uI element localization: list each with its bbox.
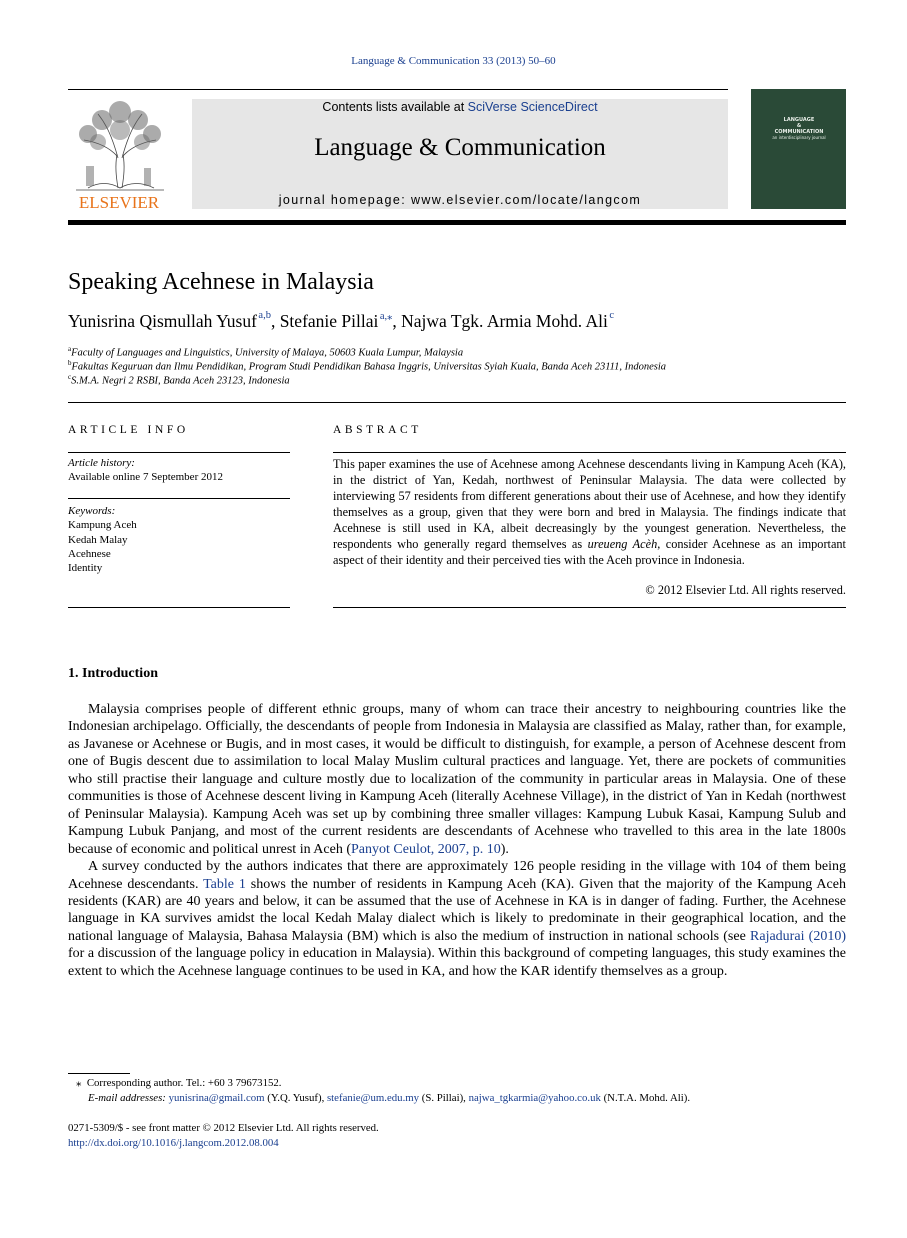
email-link[interactable]: najwa_tgkarmia@yahoo.co.uk [468, 1092, 601, 1104]
doi-link[interactable]: http://dx.doi.org/10.1016/j.langcom.2012.08.004 [68, 1137, 279, 1149]
article-title: Speaking Acehnese in Malaysia [68, 269, 374, 295]
affiliation [68, 345, 463, 359]
star-marker: ⁎ [76, 1077, 82, 1089]
keyword: Acehnese [68, 547, 111, 560]
corresponding-text: Corresponding author. Tel.: +60 3 79673152. [86, 1077, 282, 1089]
affiliation [68, 373, 290, 387]
affiliation-text: Fakultas Keguruan dan Ilmu Pendidikan, Program Studi Pendidikan Bahasa Inggris, Universitas Syiah Kuala, Banda Aceh 23111, Indonesia [71, 361, 667, 373]
paragraph-text: A survey conducted by the authors indicates that there are approximately 126 people residing in the village with 104 of them being Acehnese descendants. [68, 859, 846, 892]
abstract-copyright: © 2012 Elsevier Ltd. All rights reserved. [645, 583, 846, 597]
article-info-rule [68, 607, 290, 608]
paragraph [68, 858, 846, 980]
journal-citation[interactable]: Language & Communication 33 (2013) 50–60 [351, 55, 556, 67]
paragraph-text: Malaysia comprises people of different ethnic groups, many of whom can trace their ancestry to neighbouring countries like the Indonesian archipelago. Officially, the descendants of people from Indonesia in Malaysia are classified as Malay, rather than, for example, as Javanese or Acehnese or Bugis, and in most cases, it would be difficult to distinguish, for example, a person of Acehnese descent from one of Bugis descent due to assimilation to local Malay Muslim cultural practices and language. Yet, there are pockets of communities who still practise their language and culture mostly due to localization of the community in particular areas in Malaysia. One of these communities is those of Acehnese descent living in Kampung Aceh (literally Acehnese Village), in the district of Yan in Kedah (northwest of Peninsular Malaysia). Kampung Aceh was set up by combining three smaller villages: Kampung Lubuk Kasai, Kampung Sulub and Kampung Lubuk Panjang, and most of the current residents are descendants of Acehnese who travelled to this area in the late 1800s because of economic and political unrest in Aceh ( [68, 702, 846, 857]
paragraph-text: for a discussion of the language policy in education in Malaysia). Within this background of competing languages, this study examines the extent to which the Acehnese language continues to be used in KA, and how the KAR identify themselves as a group. [68, 946, 846, 979]
journal-cover-text [760, 117, 838, 141]
email-footnote [88, 1092, 690, 1104]
author-name: Yunisrina Qismullah Yusuf [68, 311, 257, 331]
sciencedirect-link[interactable]: SciVerse ScienceDirect [467, 100, 598, 114]
email-owner: (N.T.A. Mohd. Ali). [600, 1092, 691, 1104]
article-info-heading: ARTICLE INFO [68, 424, 189, 436]
history-value: Available online 7 September 2012 [68, 471, 223, 484]
abstract-rule [333, 607, 846, 608]
abstract-italic: ureueng Acèh [587, 537, 658, 551]
article-info-rule [68, 452, 290, 453]
paragraph-text: ). [500, 841, 509, 857]
corresponding-footnote [76, 1076, 281, 1089]
header-thick-rule [68, 220, 846, 225]
section-rule [68, 402, 846, 403]
keyword: Identity [68, 562, 103, 575]
author-list [68, 311, 614, 332]
elsevier-logo [68, 96, 170, 212]
email-owner: (S. Pillai), [419, 1092, 469, 1104]
abstract-rule [333, 452, 846, 453]
journal-cover-image [751, 89, 846, 209]
issn-line: 0271-5309/$ - see front matter © 2012 Elsevier Ltd. All rights reserved. [68, 1122, 379, 1134]
keywords-label: Keywords: [68, 505, 116, 517]
citation-link[interactable]: Panyot Ceulot, 2007, p. 10 [351, 841, 501, 857]
elsevier-wordmark: ELSEVIER [78, 193, 160, 212]
author-affiliation-sup[interactable]: a,⁎ [379, 311, 393, 322]
affiliation-sup: c [68, 373, 72, 381]
article-history [68, 456, 223, 485]
keyword: Kampung Aceh [68, 519, 137, 532]
affiliation-text: S.M.A. Negri 2 RSBI, Banda Aceh 23123, Indonesia [71, 375, 290, 387]
footnote-rule [68, 1073, 130, 1074]
affiliation-sup: a [68, 345, 72, 353]
author-name: Najwa Tgk. Armia Mohd. Ali [401, 311, 608, 331]
header-rule [68, 89, 728, 90]
cover-line: COMMUNICATION [774, 129, 824, 135]
keywords-block [68, 504, 137, 575]
cover-line: LANGUAGE [783, 117, 815, 123]
table-link[interactable]: Table 1 [203, 876, 246, 892]
introduction-body [68, 701, 846, 980]
history-label: Article history: [68, 457, 135, 469]
email-owner: (Y.Q. Yusuf), [264, 1092, 327, 1104]
contents-line [192, 100, 728, 114]
keyword: Kedah Malay [68, 533, 128, 546]
cover-line: & [796, 123, 802, 129]
article-info-rule [68, 498, 290, 499]
affiliation [68, 359, 666, 373]
email-link[interactable]: yunisrina@gmail.com [168, 1092, 265, 1104]
author-separator: , [392, 311, 402, 331]
author-name: Stefanie Pillai [279, 311, 379, 331]
section-heading: 1. Introduction [68, 666, 158, 681]
author-affiliation-sup[interactable]: c [609, 310, 615, 321]
abstract-heading: ABSTRACT [333, 424, 422, 436]
abstract-part: This paper examines the use of Acehnese among Acehnese descendants living in Kampung Aceh (KA), in the district of Yan, Kedah, northwest of Peninsular Malaysia. The data were collected by interviewing 57 residents from different generations about their use of Acehnese, and how they identify themselves as a group, given that they were born and bred in Malaysia. The findings indicate that Acehnese is still used in KA, albeit decreasingly by the youngest generation. Nevertheless, the respondents who generally regard themselves as [333, 457, 846, 551]
author-separator: , [270, 311, 280, 331]
author-affiliation-sup[interactable]: a,b [258, 310, 271, 321]
abstract-text [333, 456, 846, 568]
paragraph-text: shows the number of residents in Kampung Aceh (KA). Given that the majority of the Kampung Aceh residents (KAR) are 40 years and below, it can be assumed that the use of Acehnese in KA is in danger of fading. Further, the Acehnese language in KA survives amidst the local Kedah Malay dialect which is likely to predominate in their geographical location, and the national language of Malaysia, Bahasa Malaysia (BM) which is also the medium of instruction in national schools (see [68, 876, 846, 944]
cover-line: an interdisciplinary journal [772, 135, 826, 140]
abstract-part: , consider Acehnese as an important aspect of their identity and their perceived ties with the Aceh province in Indonesia. [333, 537, 846, 567]
paragraph [68, 701, 846, 858]
elsevier-tree-icon [68, 96, 170, 212]
journal-homepage[interactable]: journal homepage: www.elsevier.com/locate/langcom [278, 193, 642, 207]
journal-title: Language & Communication [314, 134, 606, 161]
affiliation-sup: b [68, 359, 72, 367]
citation-link[interactable]: Rajadurai (2010) [750, 928, 846, 944]
email-label: E-mail addresses: [88, 1092, 166, 1104]
contents-prefix: Contents lists available at [322, 100, 468, 114]
affiliation-text: Faculty of Languages and Linguistics, University of Malaya, 50603 Kuala Lumpur, Malaysia [71, 347, 464, 359]
email-link[interactable]: stefanie@um.edu.my [326, 1092, 420, 1104]
